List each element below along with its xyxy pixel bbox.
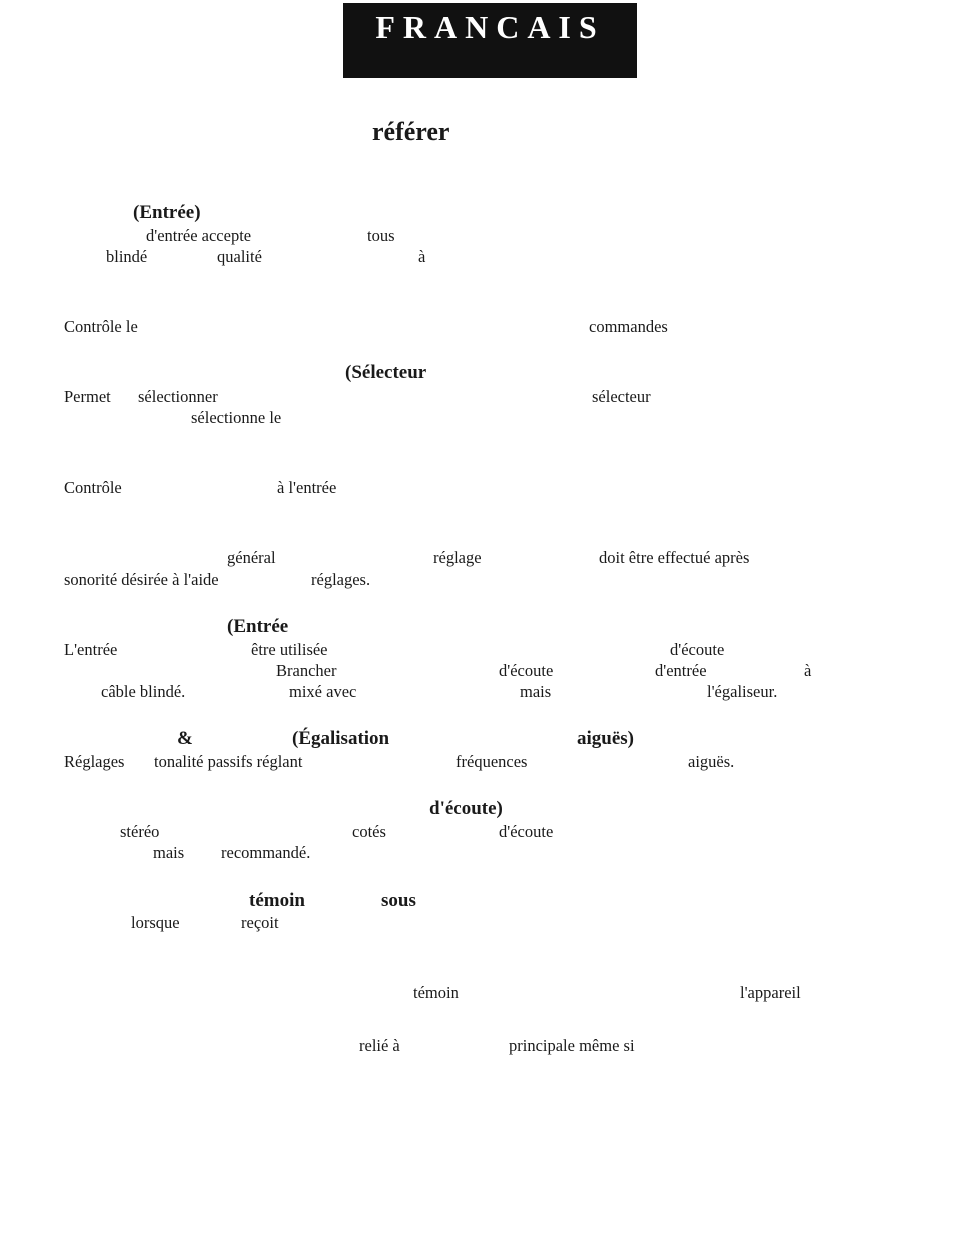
text-fragment: être utilisée <box>251 640 328 659</box>
text-fragment: Brancher <box>276 661 337 680</box>
text-fragment: mais <box>153 843 185 862</box>
language-header <box>343 3 637 78</box>
text-fragment: qualité <box>217 247 262 266</box>
text-fragment: fréquences <box>456 752 528 771</box>
section-indicator-heading: témoin <box>249 890 305 911</box>
section-selector-heading: (Sélecteur <box>345 362 427 383</box>
text-fragment: sélecteur <box>592 387 651 406</box>
text-fragment: Permet <box>64 387 111 406</box>
page-title: référer <box>372 117 450 146</box>
text-fragment: Contrôle le <box>64 317 138 336</box>
text-fragment: commandes <box>589 317 668 336</box>
text-fragment: stéréo <box>120 822 160 841</box>
text-fragment: l'appareil <box>740 983 801 1002</box>
text-fragment: d'entrée <box>655 661 707 680</box>
section-indicator-heading: sous <box>381 890 416 911</box>
text-fragment: lorsque <box>131 913 180 932</box>
language-header-text: FRANCAIS <box>375 9 605 45</box>
text-fragment: relié à <box>359 1036 400 1055</box>
text-fragment: cotés <box>352 822 386 841</box>
section-aux-input-heading: (Entrée <box>227 616 289 637</box>
text-fragment: réglages. <box>311 570 371 589</box>
text-fragment: tonalité passifs réglant <box>154 752 303 771</box>
text-fragment: à <box>804 661 812 680</box>
text-fragment: tous <box>367 226 395 245</box>
text-fragment: Contrôle <box>64 478 122 497</box>
text-fragment: aiguës. <box>688 752 735 771</box>
text-fragment: recommandé. <box>221 843 311 862</box>
text-fragment: blindé <box>106 247 148 266</box>
text-fragment: à l'entrée <box>277 478 337 497</box>
text-fragment: sélectionne le <box>191 408 282 427</box>
text-fragment: L'entrée <box>64 640 118 659</box>
text-fragment: témoin <box>413 983 459 1002</box>
text-fragment: d'écoute <box>499 822 554 841</box>
section-eq-heading: & <box>177 728 193 749</box>
text-fragment: l'égaliseur. <box>707 682 778 701</box>
text-fragment: mais <box>520 682 552 701</box>
text-fragment: mixé avec <box>289 682 357 701</box>
text-fragment: d'écoute <box>499 661 554 680</box>
text-fragment: sélectionner <box>138 387 218 406</box>
text-fragment: réglage <box>433 548 482 567</box>
text-fragment: à <box>418 247 426 266</box>
text-fragment: principale même si <box>509 1036 635 1055</box>
text-fragment: d'entrée accepte <box>146 226 252 245</box>
section-headphone-heading: d'écoute) <box>429 798 503 819</box>
section-eq-heading: (Égalisation <box>292 728 390 749</box>
text-fragment: reçoit <box>241 913 279 932</box>
text-fragment: doit être effectué après <box>599 548 750 567</box>
text-fragment: sonorité désirée à l'aide <box>64 570 219 589</box>
section-eq-heading: aiguës) <box>577 728 634 749</box>
text-fragment: Réglages <box>64 752 125 771</box>
text-fragment: d'écoute <box>670 640 725 659</box>
section-input-heading: (Entrée) <box>133 202 201 223</box>
text-fragment: général <box>227 548 276 567</box>
text-fragment: câble blindé. <box>101 682 186 701</box>
